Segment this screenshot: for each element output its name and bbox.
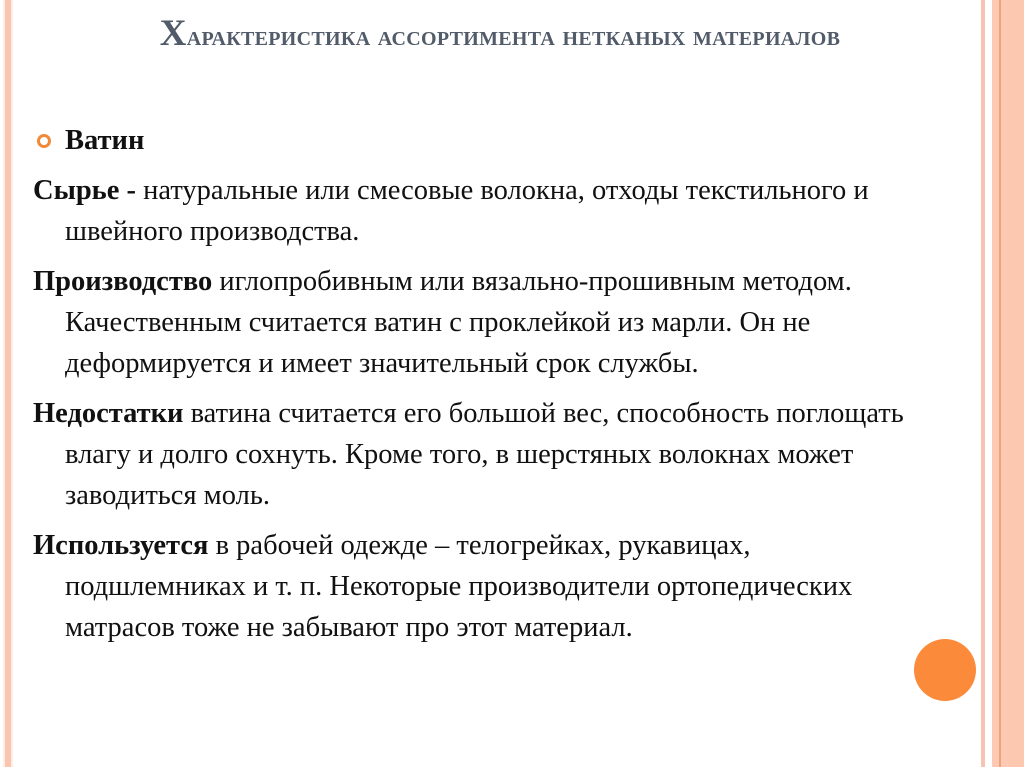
title-text: арактеристика ассортимента нетканых материалов	[186, 21, 841, 52]
paragraph-text: иглопробивным или вязально-прошивным методом. Качественным считается ватин с проклейкой из марли. Он не деформируется и имеет значительный срок службы.	[65, 266, 852, 379]
paragraph-term: Производство	[33, 266, 213, 297]
paragraph-production	[33, 261, 933, 384]
right-border-band	[1008, 0, 1024, 767]
paragraph-text: ватина считается его большой вес, способность поглощать влагу и долго сохнуть. Кроме того, в шерстяных волокнах может заводиться моль.	[65, 398, 904, 511]
right-border-line	[999, 0, 1001, 767]
paragraph-raw-material	[33, 170, 933, 252]
ring-bullet-icon	[37, 134, 51, 148]
slide-title	[60, 10, 940, 61]
paragraph-term: Используется	[33, 530, 209, 561]
decorative-circle-icon	[914, 639, 976, 701]
paragraph-term: Недостатки	[33, 398, 184, 429]
bullet-heading: Ватин	[65, 125, 145, 156]
left-border-stripe	[11, 0, 13, 767]
paragraph-text: в рабочей одежде – телогрейках, рукавицах, подшлемниках и т. п. Некоторые производители ортопедических матрасов тоже не забывают про этот материал.	[65, 530, 853, 643]
paragraph-usage	[33, 525, 933, 648]
title-initial: Х	[159, 13, 187, 54]
bullet-item	[33, 120, 933, 161]
paragraph-drawbacks	[33, 393, 933, 516]
paragraph-text: натуральные или смесовые волокна, отходы текстильного и швейного производства.	[65, 175, 869, 247]
slide-body	[33, 120, 933, 657]
paragraph-term: Сырье -	[33, 175, 137, 206]
right-border-stripe	[981, 0, 985, 767]
